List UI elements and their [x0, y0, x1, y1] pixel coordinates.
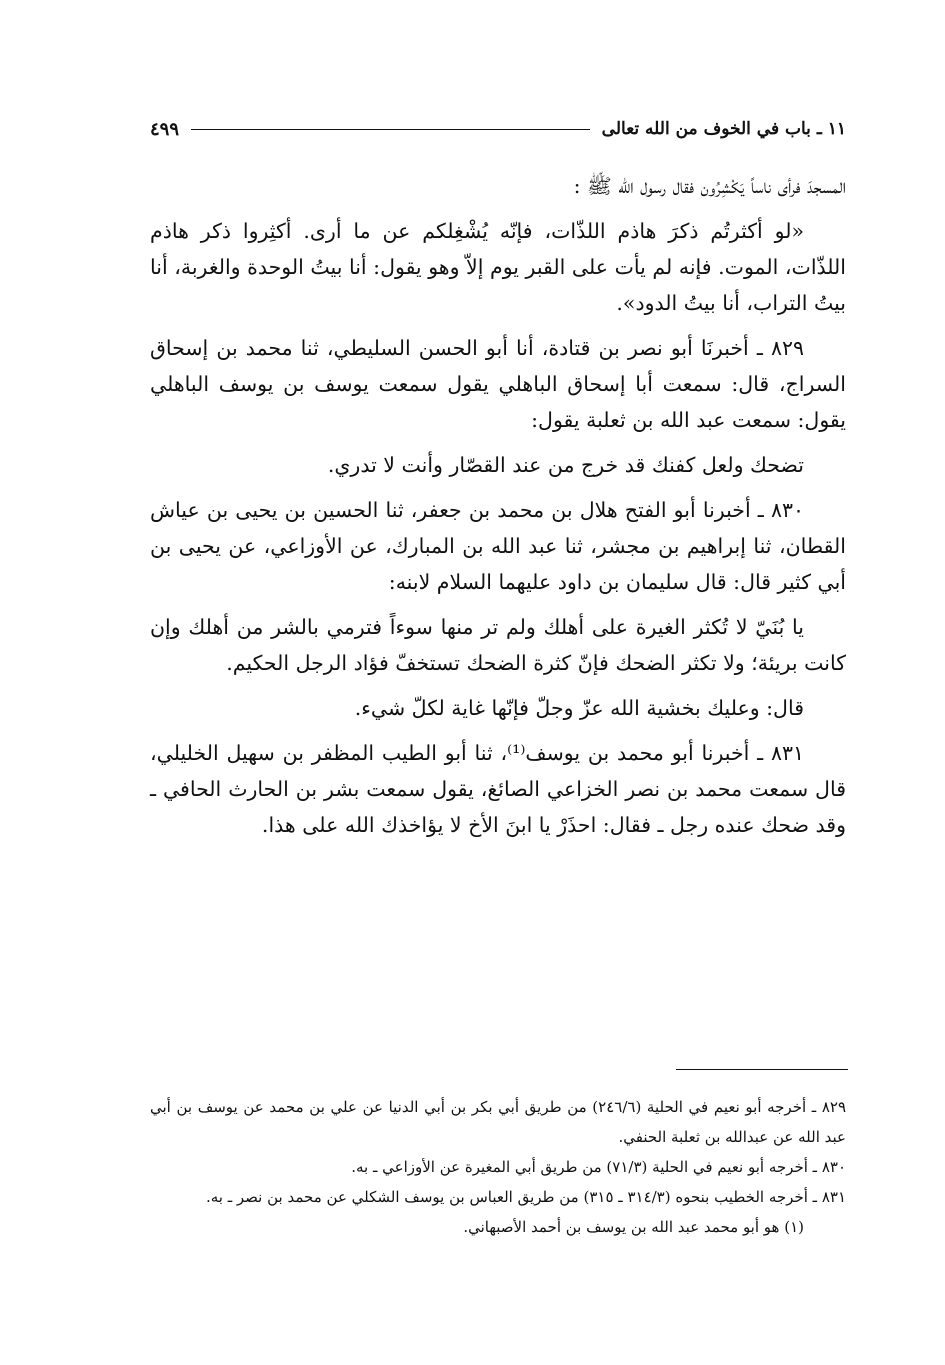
footnotes [150, 1092, 846, 1242]
footnote-831: ٨٣١ ـ أخرجه الخطيب بنحوه (٣١٤/٣ ـ ٣١٥) من طريق العباس بن يوسف الشكلي عن محمد بن نصر ـ به. [205, 1188, 846, 1206]
footnote-rule [676, 1069, 848, 1070]
saying-829: تضحك ولعل كفنك قد خرج من عند القصّار وأنت لا تدري. [327, 453, 804, 477]
paragraph-continuation: المسجدَ فرأى ناساً يَكْشِرُون فقال رسول الله ﷺ : [573, 174, 846, 198]
saying-830-continued: قال: وعليك بخشية الله عزّ وجلّ فإنّها غاية لكلّ شيء. [354, 696, 804, 720]
narration-830: ٨٣٠ ـ أخبرنا أبو الفتح هلال بن محمد بن جعفر، ثنا الحسين بن يحيى بن عياش القطان، ثنا إبراهيم بن مجشر، ثنا عبد الله بن المبارك، عن الأوزاعي، عن يحيى بن أبي كثير قال: قال سليمان بن داود عليهما السلام لابنه: [150, 498, 846, 594]
page-number: ٤٩٩ [150, 118, 180, 140]
narration-831: ٨٣١ ـ أخبرنا أبو محمد بن يوسف⁽¹⁾، ثنا أبو الطيب المظفر بن سهيل الخليلي، قال سمعت محمد بن نصر الخزاعي الصائغ، يقول سمعت بشر بن الحارث الحافي ـ وقد ضحك عنده رجل ـ فقال: احذَرْ يا ابنَ الأخ لا يؤاخذك الله على هذا. [150, 741, 846, 837]
footnote-830: ٨٣٠ ـ أخرجه أبو نعيم في الحلية (٧١/٣) من طريق أبي المغيرة عن الأوزاعي ـ به. [351, 1158, 846, 1176]
hadith-quote: «لو أكثرتُم ذكرَ هاذم اللذّات، فإنّه يُشْغِلكم عن ما أرى. أكثِروا ذكر هاذم اللذّات، الموت. فإنه لم يأت على القبر يوم إلاّ وهو يقول: أنا بيتُ الوحدة والغربة، أنا بيتُ التراب، أنا بيتُ الدود». [150, 219, 846, 315]
chapter-title: ١١ ـ باب في الخوف من الله تعالى [601, 119, 846, 139]
narration-829: ٨٢٩ ـ أخبرنَا أبو نصر بن قتادة، أنا أبو الحسن السليطي، ثنا محمد بن إسحاق السراج، قال: سمعت أبا إسحاق الباهلي يقول سمعت يوسف بن يوسف الباهلي يقول: سمعت عبد الله بن ثعلبة يقول: [150, 336, 846, 432]
saying-830: يا بُنَيّ لا تُكثر الغيرة على أهلك ولم تر منها سوءاً فترمي بالشر من أهلك وإن كانت بريئة؛ ولا تكثر الضحك فإنّ كثرة الضحك تستخفّ فؤاد الرجل الحكيم. [150, 615, 846, 675]
header-rule [191, 129, 590, 130]
footnote-1: (١) هو أبو محمد عبد الله بن يوسف بن أحمد الأصبهاني. [463, 1218, 804, 1236]
footnote-829: ٨٢٩ ـ أخرجه أبو نعيم في الحلية (٢٤٦/٦) من طريق أبي بكر بن أبي الدنيا عن علي بن محمد عن يوسف بن أبي عبد الله عن عبدالله بن ثعلبة الحنفي. [150, 1098, 846, 1146]
body-text [150, 168, 846, 852]
running-header [150, 114, 846, 144]
